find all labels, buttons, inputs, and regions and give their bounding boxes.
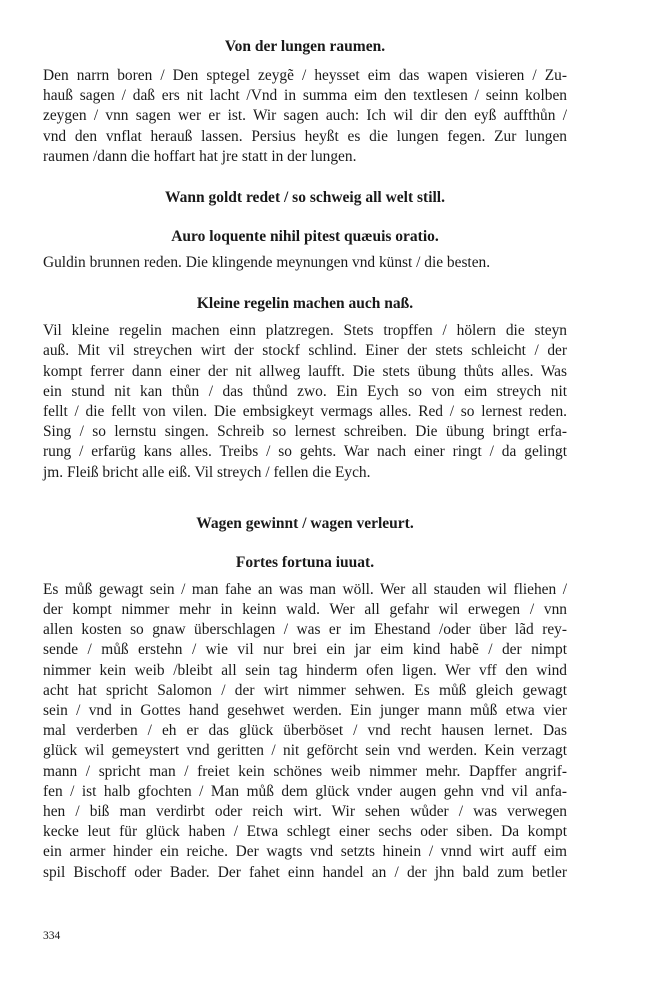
text-line: raumen /dann die hoffart hat jre statt in der lungen. — [43, 147, 357, 165]
text-line: sein / vnd in Gottes hand gesehwet werden. Ein junger mann můß etwa vier — [43, 702, 567, 720]
text-line: jm. Fleiß bricht alle eiß. Vil streych / fellen die Eych. — [43, 463, 371, 481]
text-line: Es můß gewagt sein / man fahe an was man wöll. Wer all stauden wil fliehen / — [43, 580, 567, 598]
text-line: ein armer hinder ein reiche. Der wagts vnd setzts hinein / vnnd wirt auff eim — [43, 843, 567, 861]
section-subtitle: Fortes fortuna iuuat. — [235, 553, 375, 571]
section-text — [43, 321, 567, 483]
text-line: spil Bischoff oder Bader. Der fahet einn handel an / der jhn bald zum betler — [43, 863, 567, 881]
section-title: Wann goldt redet / so schweig all welt still. — [164, 189, 445, 207]
page-number: 334 — [43, 930, 61, 942]
section-subtitle: Auro loquente nihil pitest quæuis oratio. — [171, 228, 439, 246]
section-title: Von der lungen raumen. — [224, 38, 386, 55]
section-lungen — [43, 36, 567, 167]
section-text — [43, 253, 567, 273]
section-text — [43, 66, 567, 167]
text-line: mal verderben / eh er das glück überböset / vnd recht hausen lernet. Das — [43, 722, 567, 740]
text-line: zeygen / vnn sagen wer er ist. Wir sagen auch: Ich wil dir den eyß auffthůn / — [43, 107, 567, 125]
text-line: Vil kleine regelin machen einn platzregen. Stets tropffen / hölern die steyn — [43, 322, 567, 340]
text-line: ein stund nit kan thůn / das thůnd zwo. Ein Eych so von eim streych nit — [43, 382, 567, 400]
text-line: acht hat spricht Salomon / der wirt nimmer sehwen. Es můß gleich gewagt — [43, 681, 567, 699]
text-line: Den narrn boren / Den sptegel zeygẽ / heysset eim das wapen visieren / Zu- — [43, 67, 567, 84]
section-goldt — [43, 187, 567, 273]
text-line: rung / erfarüg kans alles. Treibs / so gehts. War nach einer ringt / da gelingt — [43, 443, 567, 461]
section-title: Wagen gewinnt / wagen verleurt. — [196, 514, 414, 532]
text-line: hen / biß man verdirbt oder reich wirt. Wir sehen wůder / was verwegen — [43, 803, 567, 821]
section-text — [43, 580, 567, 883]
page-body — [43, 36, 567, 883]
text-line: allen kosten so gnaw überschlagen / was er im Ehestand /oder über lãd rey- — [43, 621, 567, 639]
text-line: vnd den vnflat herauß lassen. Persius heyßt es die lungen fegen. Zur lungen — [43, 127, 567, 145]
text-line: mann / spricht man / freiet kein schönes weib nimmer mehr. Dapffer angrif- — [43, 762, 567, 780]
section-title: Kleine regelin machen auch naß. — [196, 295, 414, 313]
text-line: auß. Mit vil streychen wirt der stockf schlind. Einer der stets schleicht / der — [43, 342, 567, 360]
section-regelin — [43, 293, 567, 483]
text-line: fen / ist halb gfochten / Man můß dem glück vnder augen gehn vnd vil anfa- — [43, 782, 567, 800]
text-line: kecke leut für glück haben / Etwa schlegt einer sechs oder siben. Da kompt — [43, 823, 567, 841]
text-line: hauß sagen / daß ers nit lacht /Vnd in summa eim den textlesen / seinn kolben — [43, 87, 567, 105]
section-wagen — [43, 513, 567, 883]
text-line: kompt ferrer dann einer der nit allweg laufft. Die stets übung thůts alles. Was — [43, 362, 567, 380]
text-line: der kompt nimmer mehr in keinn wald. Wer all gefahr wil erwegen / vnn — [43, 601, 567, 619]
text-line: fellt / die fellt von vilen. Die embsigkeyt vermags alles. Red / so lernest reden. — [43, 403, 567, 421]
text-line: Sing / so lernstu singen. Schreib so lernest schreiben. Die übung bringt erfa- — [43, 423, 567, 441]
text-line: sende / můß erstehn / wie vil nur brei ein jar eim kind habẽ / der nimpt — [43, 641, 567, 659]
text-line: Guldin brunnen reden. Die klingende meynungen vnd künst / die besten. — [43, 254, 491, 272]
text-line: nimmer kein weib /bleibt all sein tag hinderm ofen ligen. Wer vff den wind — [43, 661, 567, 679]
text-line: glück wil gemeystert vnd geritten / nit geförcht sein vnd werden. Kein verzagt — [43, 742, 567, 760]
